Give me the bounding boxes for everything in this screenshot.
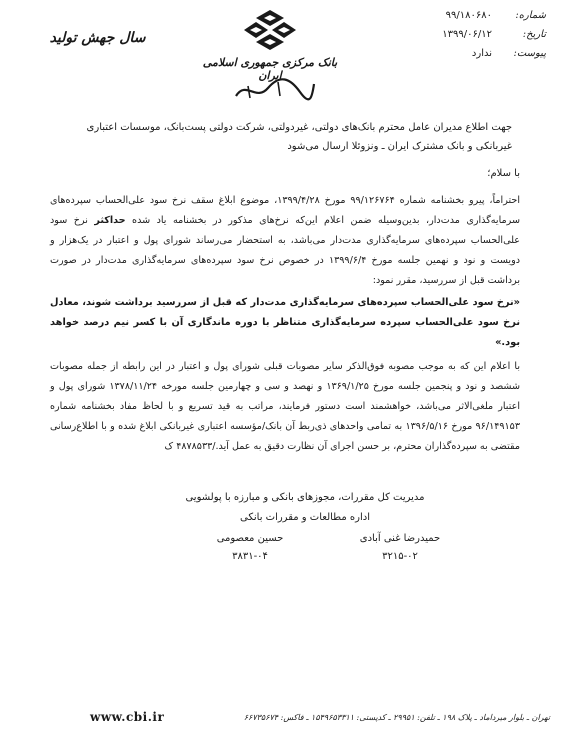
footer-address: تهران ـ بلوار میرداماد ـ پلاک ۱۹۸ ـ تلفن: ۲۹۹۵۱ ـ کدپستی: ۱۵۴۹۶۵۳۳۱۱ ـ فاکس: ۶۶۷۳۵۶۷۴ bbox=[243, 712, 550, 722]
meta-date-row bbox=[376, 29, 546, 48]
letter-meta bbox=[376, 10, 546, 67]
signer-2-name: حسین معصومی bbox=[216, 533, 284, 544]
bank-name: بانک مرکزی جمهوری اسلامی ایران bbox=[202, 56, 338, 82]
signers bbox=[195, 530, 455, 566]
department-line-2: اداره مطالعات و مقررات بانکی bbox=[240, 512, 370, 523]
website-link[interactable]: www.cbi.ir bbox=[90, 710, 165, 724]
salutation: با سلام؛ bbox=[487, 168, 520, 179]
meta-attachment-row bbox=[376, 48, 546, 67]
meta-date-label: تاریخ: bbox=[522, 29, 546, 40]
resolution-quote: «نرخ سود علی‌الحساب سپرده‌های سرمایه‌گذاری مدت‌دار که قبل از سررسید برداشت شوند، معادل نرخ سود علی‌الحساب سپرده سرمایه‌گذاری متناظر با دوره ماندگاری آن با کسر نیم درصد خواهد بود.» bbox=[50, 297, 520, 348]
signer-1-name: حمیدرضا غنی آبادی bbox=[359, 533, 441, 544]
meta-number-label: شماره: bbox=[515, 10, 546, 21]
signature-block bbox=[180, 488, 430, 528]
letter-body bbox=[50, 118, 520, 457]
cbi-logo-icon bbox=[240, 8, 300, 58]
paragraph-1-part-a: احتراماً، پیرو بخشنامه شماره ۹۹/۱۲۶۷۶۴ مورخ ۱۳۹۹/۴/۲۸، موضوع ابلاغ سقف نرخ سود علی‌الحساب سپرده‌های سرمایه‌گذاری مدت‌دار، بدین‌وسیله ضمن اعلام این‌که نرخ‌های مذکور در بخشنامه یاد شده bbox=[50, 195, 520, 226]
recipients-line: جهت اطلاع مدیران عامل محترم بانک‌های دولتی، غیردولتی، شرکت دولتی پست‌بانک، موسسات اعتباری غیربانکی و بانک مشترک ایران ـ ونزوئلا ارسال می‌شود bbox=[86, 122, 512, 152]
letter-footer bbox=[90, 710, 550, 724]
signer-1 bbox=[345, 530, 455, 566]
motto-calligraphy bbox=[228, 74, 318, 104]
department-line-1: مدیریت کل مقررات، مجوزهای بانکی و مبارزه با پولشویی bbox=[185, 492, 425, 503]
paragraph-1 bbox=[50, 191, 520, 291]
meta-date-value: ۱۳۹۹/۰۶/۱۲ bbox=[442, 29, 492, 40]
meta-attachment-value: ندارد bbox=[471, 48, 492, 59]
paragraph-1-emphasis: حداکثر bbox=[94, 215, 126, 226]
letter-header bbox=[0, 0, 570, 110]
meta-number-row bbox=[376, 10, 546, 29]
paragraph-1-part-b: نرخ سود علی‌الحساب سپرده‌های سرمایه‌گذاری مدت‌دار می‌باشد، به استحضار می‌رساند شورای پول و اعتبار در یک‌هزار و دویست و نود و نهمین جلسه مورخ ۱۳۹۹/۶/۴ در خصوص نرخ سود سپرده‌های سرمایه‌گذاری مدت‌دار در صورت برداشت قبل از سررسید، مقرر نمود: bbox=[50, 215, 520, 286]
year-slogan: سال جهش تولید bbox=[49, 30, 146, 46]
meta-attachment-label: پیوست: bbox=[513, 48, 546, 59]
paragraph-2: با اعلام این که به موجب مصوبه فوق‌الذکر سایر مصوبات قبلی شورای پول و اعتبار در این رابطه از جمله مصوبات ششصد و نود و پنجمین جلسه مورخ ۱۳۶۹/۱/۲۵ و نهصد و سی و چهارمین جلسه مورخه ۱۳۷۸/۱۱/۲۴ شورای پول و اعتبار ملغی‌الاثر می‌باشد، خواهشمند است دستور فرمایند، مراتب به قید تسریع و با لحاظ مفاد بخشنامه شماره ۹۶/۱۴۹۱۵۳ مورخ ۱۳۹۶/۵/۱۶ به تمامی واحدهای ذی‌ربط آن بانک/مؤسسه اعتباری غیربانکی ابلاغ شده و با اطلاع‌رسانی مقتضی به سپرده‌گذاران محترم، بر حسن اجرای آن نظارت دقیق به عمل آید./۴۸۷۸۵۳۳ ک bbox=[50, 361, 521, 452]
signer-1-code: ۳۲۱۵-۰۲ bbox=[382, 551, 418, 562]
meta-number-value: ۹۹/۱۸۰۶۸۰ bbox=[445, 10, 492, 21]
signer-2-code: ۳۸۳۱-۰۴ bbox=[232, 551, 268, 562]
signer-2 bbox=[195, 530, 305, 566]
